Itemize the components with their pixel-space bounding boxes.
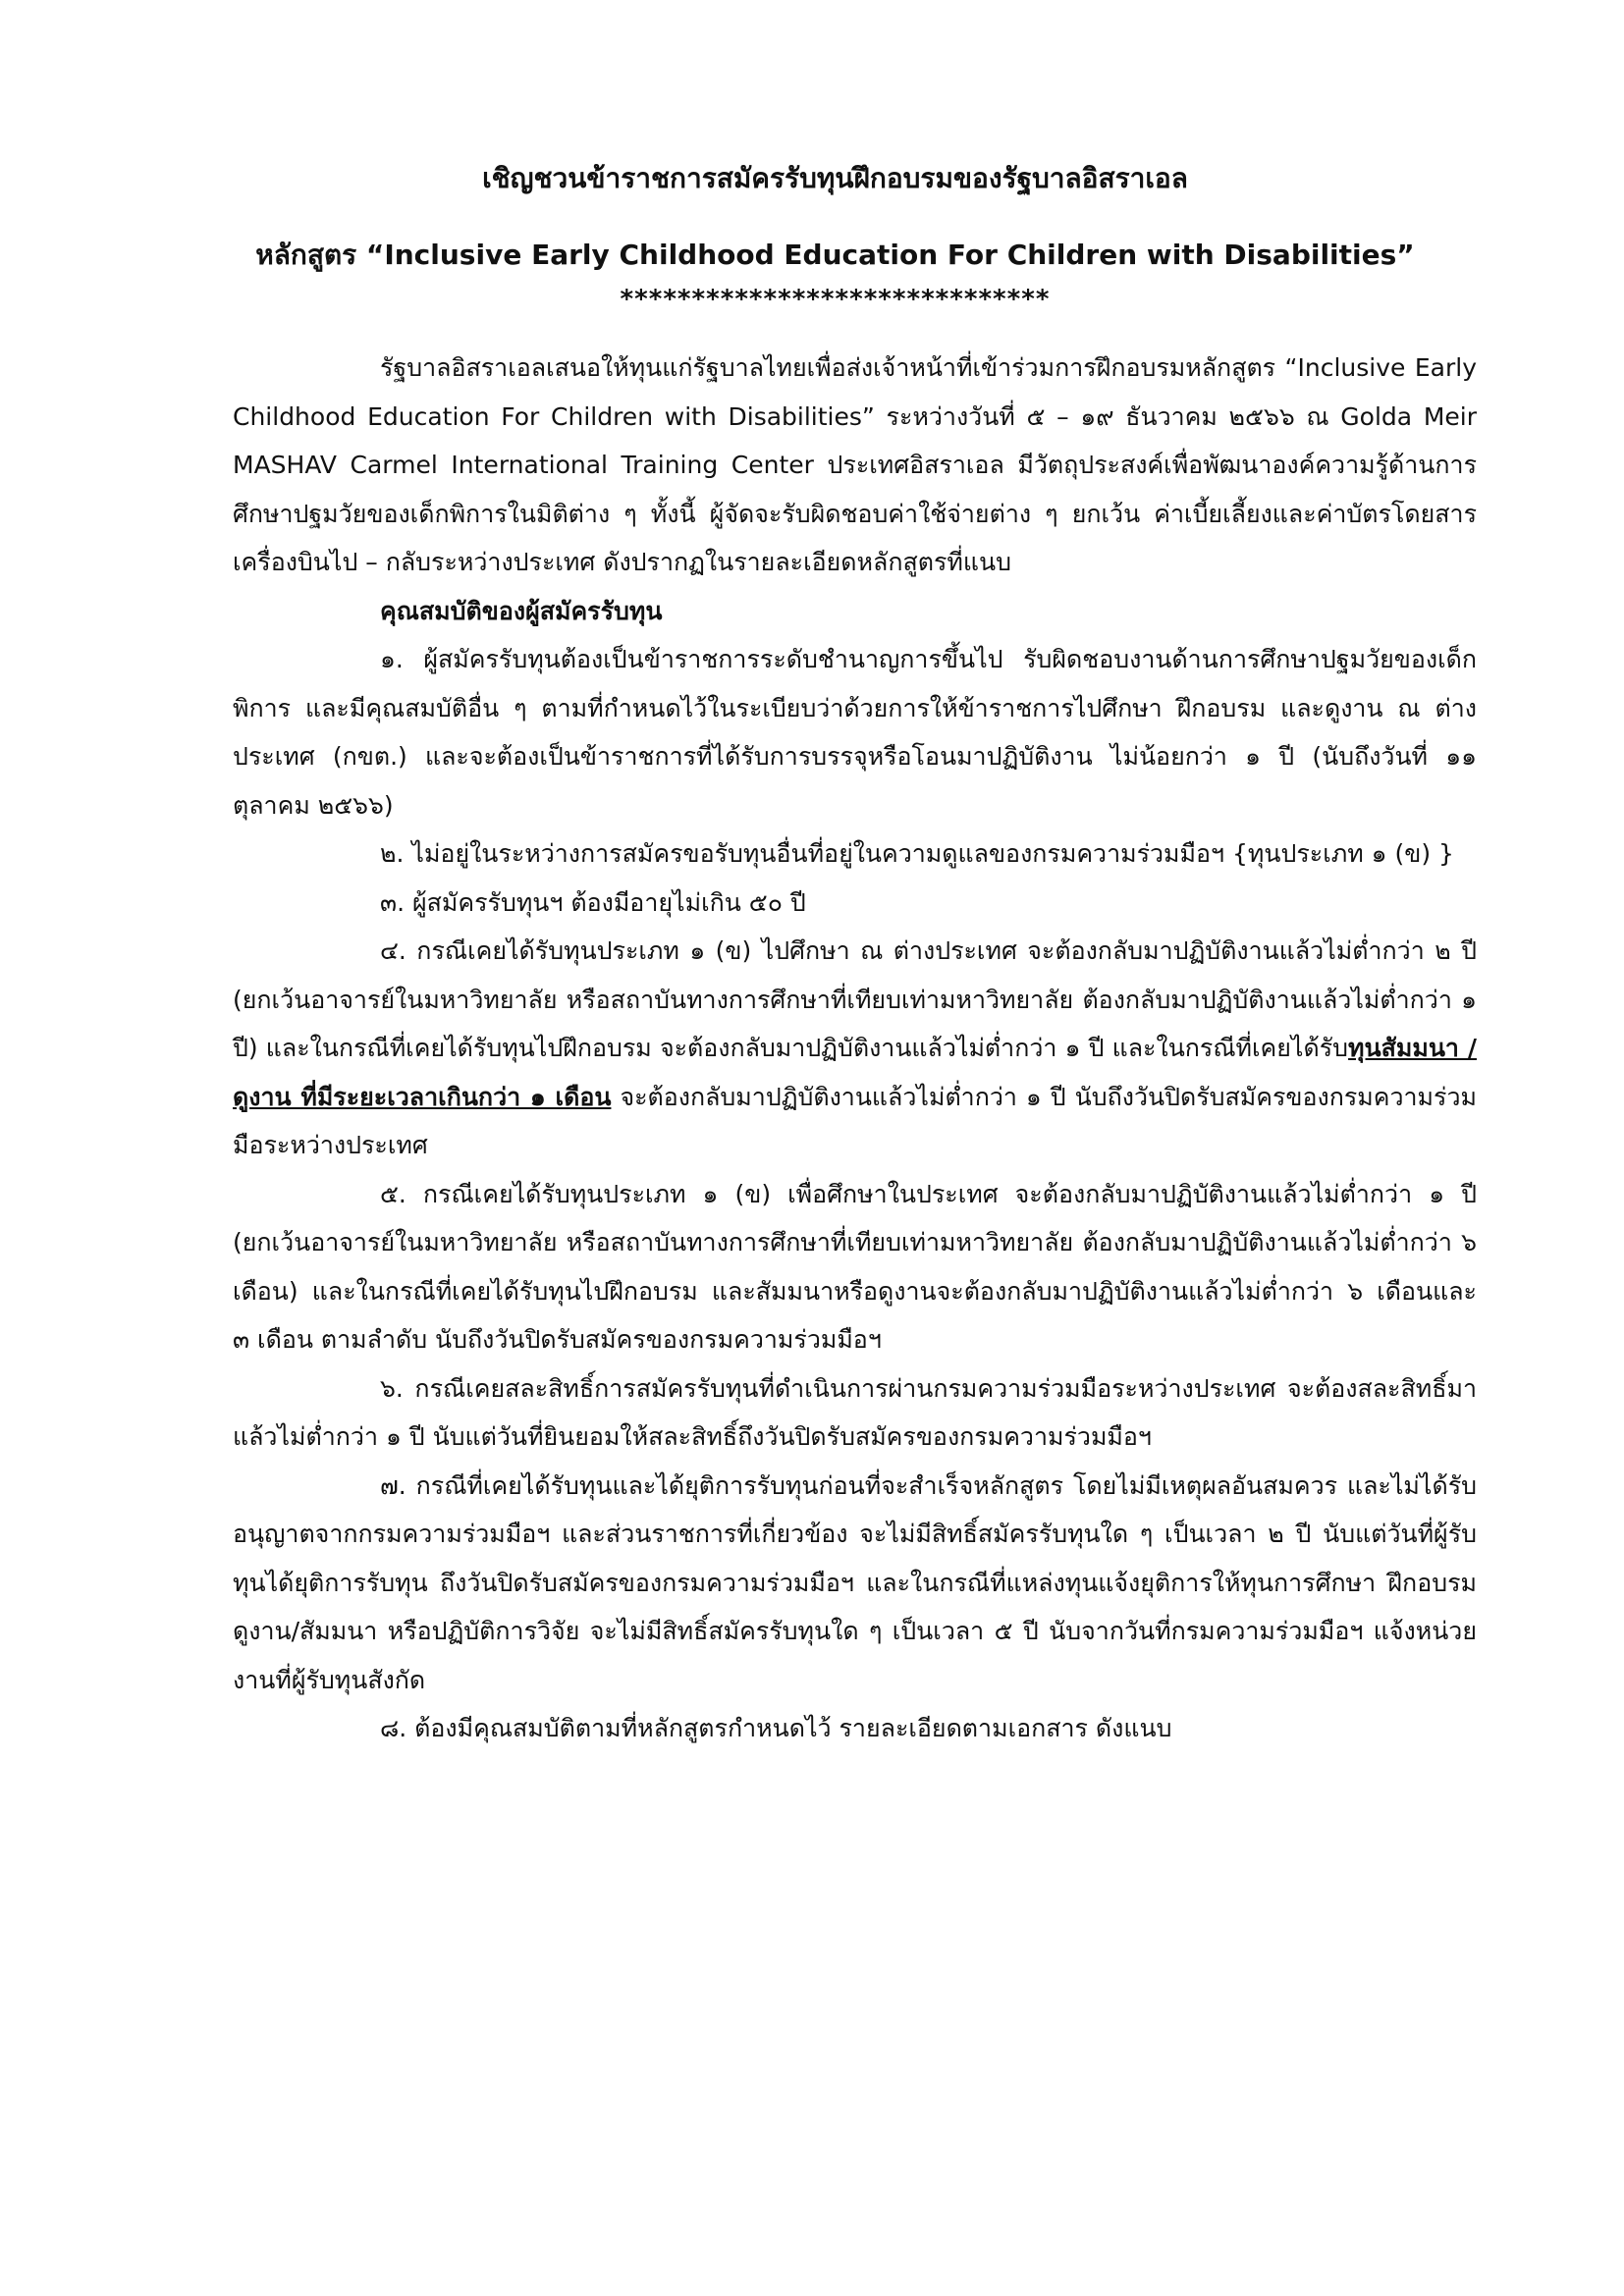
qualification-item-7: ๗. กรณีที่เคยได้รับทุนและได้ยุติการรับทุนก่อนที่จะสำเร็จหลักสูตร โดยไม่มีเหตุผลอันสมควร และไม่ได้รับอนุญาตจากกรมความร่วมมือฯ และส่วนราชการที่เกี่ยวข้อง จะไม่มีสิทธิ์สมัครรับทุนใด ๆ เป็นเวลา ๒ ปี นับแต่วันที่ผู้รับทุนได้ยุติการรับทุน ถึงวันปิดรับสมัครของกรมความร่วมมือฯ และในกรณีที่แหล่งทุนแจ้งยุติการให้ทุนการศึกษา ฝึกอบรม ดูงาน/สัมมนา หรือปฏิบัติการวิจัย จะไม่มีสิทธิ์สมัครรับทุนใด ๆ เป็นเวลา ๕ ปี นับจากวันที่กรมความร่วมมือฯ แจ้งหน่วยงานที่ผู้รับทุนสังกัด xyxy=(233,1470,1477,1694)
item4-text-a: ๔. กรณีเคยได้รับทุนประเภท ๑ (ข) ไปศึกษา ณ ต่างประเทศ จะต้องกลับมาปฏิบัติงานแล้วไม่ต่ำกว่า ๒ ปี (ยกเว้นอาจารย์ในมหาวิทยาลัย หรือสถาบันทางการศึกษาที่เทียบเท่ามหาวิทยาลัย ต้องกลับมาปฏิบัติงานแล้วไม่ต่ำกว่า ๑ ปี) และในกรณีที่เคยได้รับทุนไปฝึกอบรม จะต้องกลับมาปฏิบัติงานแล้วไม่ต่ำกว่า ๑ ปี และในกรณีที่เคยได้รับ xyxy=(233,936,1477,1062)
intro-paragraph: รัฐบาลอิสราเอลเสนอให้ทุนแก่รัฐบาลไทยเพื่อส่งเจ้าหน้าที่เข้าร่วมการฝึกอบรมหลักสูตร “Inclusive Early Childhood Education For Children with Disabilities” ระหว่างวันที่ ๕ – ๑๙ ธันวาคม ๒๕๖๖ ณ Golda Meir MASHAV Carmel International Training Center ประเทศอิสราเอล มีวัตถุประสงค์เพื่อพัฒนาองค์ความรู้ด้านการศึกษาปฐมวัยของเด็กพิการในมิติต่าง ๆ ทั้งนี้ ผู้จัดจะรับผิดชอบค่าใช้จ่ายต่าง ๆ ยกเว้น ค่าเบี้ยเลี้ยงและค่าบัตรโดยสารเครื่องบินไป – กลับระหว่างประเทศ ดังปรากฏในรายละเอียดหลักสูตรที่แนบ xyxy=(233,353,1477,576)
document-title: เชิญชวนข้าราชการสมัครรับทุนฝึกอบรมของรัฐบาลอิสราเอล xyxy=(482,162,1188,194)
qualification-item-4 xyxy=(233,927,1477,1170)
qualifications-heading: คุณสมบัติของผู้สมัครรับทุน xyxy=(380,596,663,625)
item4-text-b: จะต้องกลับมาปฏิบัติงานแล้วไม่ต่ำกว่า ๑ ปี นับถึงวันปิดรับสมัครของกรมความร่วมมือระหว่างประเทศ xyxy=(233,1082,1477,1159)
qualification-item-2: ๒. ไม่อยู่ในระหว่างการสมัครขอรับทุนอื่นที่อยู่ในความดูแลของกรมความร่วมมือฯ {ทุนประเภท ๑ (ข) } xyxy=(380,839,1454,868)
course-title: หลักสูตร “Inclusive Early Childhood Education For Children with Disabilities” xyxy=(255,239,1415,271)
item4-emphasis: ทุนสัมมนา / ดูงาน ที่มีระยะเวลาเกินกว่า ๑ เดือน xyxy=(233,1034,1478,1111)
document-body xyxy=(233,344,1477,1753)
qualification-item-3: ๓. ผู้สมัครรับทุนฯ ต้องมีอายุไม่เกิน ๕๐ ปี xyxy=(380,887,806,917)
qualification-item-5: ๕. กรณีเคยได้รับทุนประเภท ๑ (ข) เพื่อศึกษาในประเทศ จะต้องกลับมาปฏิบัติงานแล้วไม่ต่ำกว่า ๑ ปี (ยกเว้นอาจารย์ในมหาวิทยาลัย หรือสถาบันทางการศึกษาที่เทียบเท่ามหาวิทยาลัย ต้องกลับมาปฏิบัติงานแล้วไม่ต่ำกว่า ๖ เดือน) และในกรณีที่เคยได้รับทุนไปฝึกอบรม และสัมมนาหรือดูงานจะต้องกลับมาปฏิบัติงานแล้วไม่ต่ำกว่า ๖ เดือนและ ๓ เดือน ตามลำดับ นับถึงวันปิดรับสมัครของกรมความร่วมมือฯ xyxy=(233,1179,1477,1354)
separator: ****************************** xyxy=(620,285,1051,314)
qualification-item-8: ๘. ต้องมีคุณสมบัติตามที่หลักสูตรกำหนดไว้ รายละเอียดตามเอกสาร ดังแนบ xyxy=(380,1714,1172,1742)
qualification-item-1: ๑. ผู้สมัครรับทุนต้องเป็นข้าราชการระดับชำนาญการขึ้นไป รับผิดชอบงานด้านการศึกษาปฐมวัยของเด็กพิการ และมีคุณสมบัติอื่น ๆ ตามที่กำหนดไว้ในระเบียบว่าด้วยการให้ข้าราชการไปศึกษา ฝึกอบรม และดูงาน ณ ต่างประเทศ (กขต.) และจะต้องเป็นข้าราชการที่ได้รับการบรรจุหรือโอนมาปฏิบัติงาน ไม่น้อยกว่า ๑ ปี (นับถึงวันที่ ๑๑ ตุลาคม ๒๕๖๖) xyxy=(233,645,1477,820)
qualification-item-6: ๖. กรณีเคยสละสิทธิ์การสมัครรับทุนที่ดำเนินการผ่านกรมความร่วมมือระหว่างประเทศ จะต้องสละสิทธิ์มาแล้วไม่ต่ำกว่า ๑ ปี นับแต่วันที่ยินยอมให้สละสิทธิ์ถึงวันปิดรับสมัครของกรมความร่วมมือฯ xyxy=(233,1373,1477,1451)
